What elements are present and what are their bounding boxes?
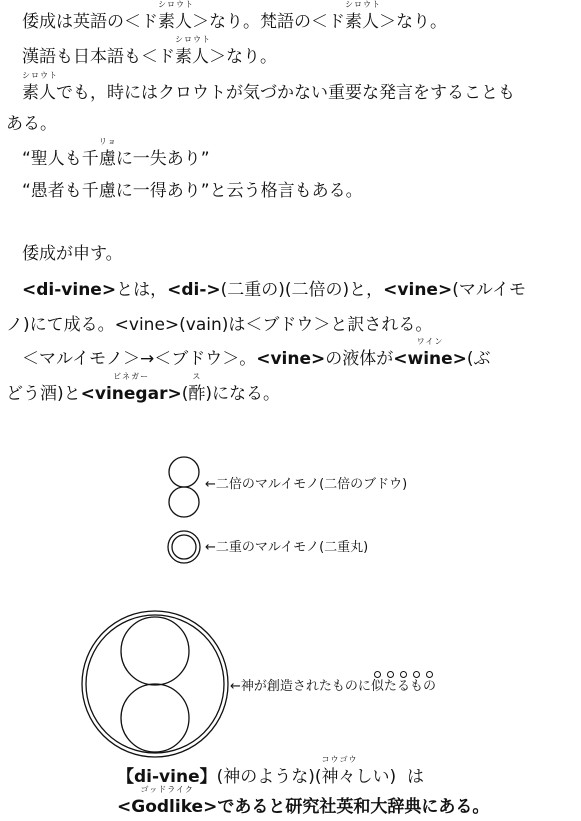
p1-line1: 倭成は英語の＜ド シロウト 素人＞なり。梵語の＜ド シロウト 素人＞なり。 <box>22 0 447 32</box>
ruby-kougou: コウゴウ 神々 <box>321 755 358 787</box>
caption-concentric: ←二重のマルイモノ(二重丸) <box>205 540 369 555</box>
p1-line4: ある。 <box>6 114 57 134</box>
emphasis-char: の <box>423 679 436 695</box>
p1-line5: “聖人も千 リョ 慮に一失あり” <box>22 137 210 169</box>
ruby-ryo: リョ 慮 <box>98 137 117 169</box>
ruby-wain: ワイン <wine> <box>393 337 467 369</box>
concentric-circles <box>168 531 200 563</box>
emphasis-char: た <box>384 679 397 695</box>
p1-line2: 漢語も日本語も＜ド シロウト 素人＞なり。 <box>22 35 277 67</box>
emphasis-char: る <box>397 679 410 695</box>
ruby-binegaa: ビネガー <vinegar> <box>80 372 182 404</box>
divine-circle <box>82 611 228 757</box>
p1-line6: “愚者も千慮に一得あり”と云う格言もある。 <box>22 181 363 201</box>
ruby-su: ス 酢 <box>188 372 206 404</box>
ruby-shirouto: シロウト 素人 <box>158 0 194 32</box>
footer-line1: 【di-vine】(神のような)( コウゴウ 神々しい) は <box>117 755 424 787</box>
p2-line1: 倭成が申す。 <box>22 244 123 264</box>
p2-line2: <di-vine>とは，<di->(二重の)(二倍の)と，<vine>(マルイモ <box>22 280 526 300</box>
emphasis-char: 似 <box>371 679 384 695</box>
double-circle-stack <box>169 457 199 517</box>
caption-double: ←二倍のマルイモノ(二倍のブドウ) <box>205 477 408 492</box>
ruby-goddoraiku: ゴッドライク Godlike <box>131 785 204 817</box>
p2-line5: どう酒)と ビネガー <vinegar>( ス 酢)になる。 <box>6 372 280 404</box>
p2-line3: ノ)にて成る。<vine>(vain)は＜ブドウ＞と訳される。 <box>6 315 433 335</box>
ruby-shirouto: シロウト 素人 <box>175 35 211 67</box>
emphasis-char: も <box>410 679 423 695</box>
caption-divine: ←神が創造されたものに 似 た る も の <box>230 679 436 695</box>
ruby-shirouto: シロウト 素人 <box>22 71 58 103</box>
footer-line2: < ゴッドライク Godlike>であると研究社英和大辞典にある。 <box>117 785 490 817</box>
p2-line4: ＜マルイモノ＞→＜ブドウ＞。<vine>の液体が ワイン <wine>(ぶ <box>22 337 491 369</box>
ruby-shirouto: シロウト 素人 <box>345 0 381 32</box>
p1-line3: シロウト 素人でも，時にはクロウトが気づかない重要な発言をすることも <box>22 71 515 103</box>
